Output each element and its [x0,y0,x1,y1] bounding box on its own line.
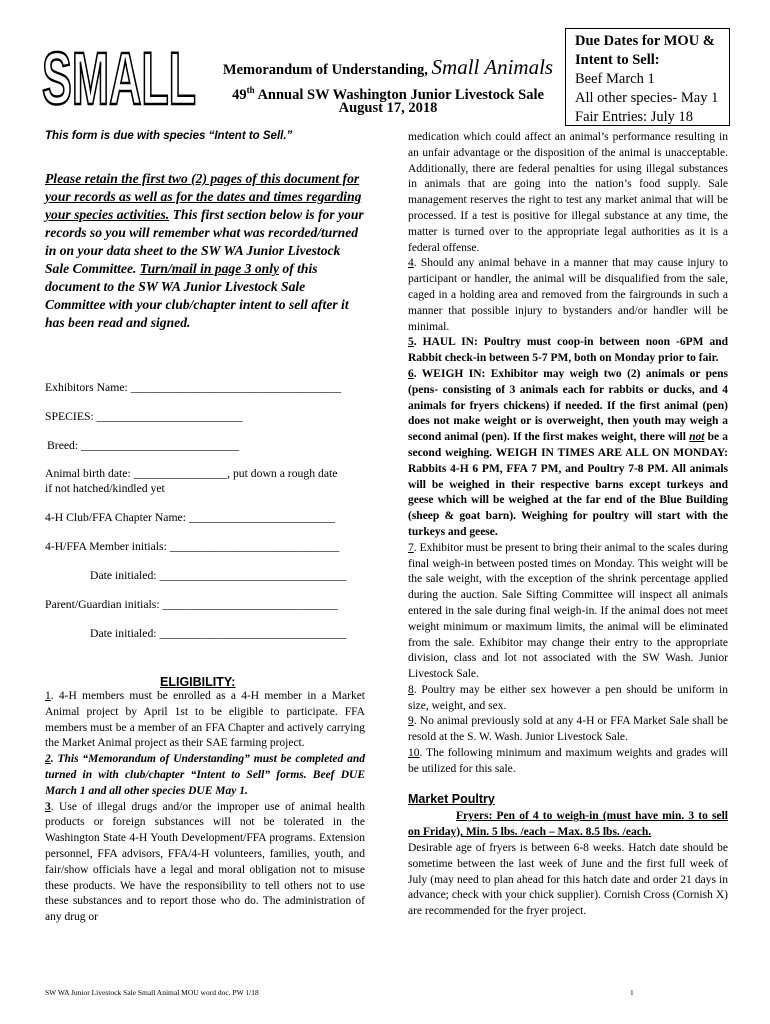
right-column [408,130,728,920]
intro-first-section: This first section below is for your records so you will remember what was recorded/turned in on your data sheet to the SW WA Junior Livestock Sale Committee. [45,207,364,276]
item-text: . 4-H members must be enrolled as a 4-H member in a Market Animal project by April 1st to be eligible to participate. FFA members must be a member of an FFA Chapter and actively carrying the Market Animal project as their SAE farming project. [45,690,365,750]
birth-date-field[interactable]: Animal birth date: ________________, put down a rough date [45,467,338,480]
due-box-title2: Intent to Sell: [575,52,660,68]
rule-item-5 [408,335,728,367]
due-dates-box [565,28,730,126]
item-emphasis: not [689,431,705,444]
fryers-heading: Fryers: Pen of 4 to weigh-in (must have min. 3 to sell on Friday), Min. 5 lbs. /each – Max. 8.5 lbs. /each. [408,810,728,839]
item-number: 8 [408,683,414,696]
subtitle-sup: th [246,85,255,95]
item-text: . HAUL IN: Poultry must coop-in between noon -6PM and Rabbit check-in between 5-7 PM, both on Monday prior to fair. [408,336,728,365]
rule-item-6 [408,367,728,541]
item-number: 1 [45,690,51,702]
item-number: 5 [408,336,414,349]
document-date: August 17, 2018 [338,100,438,116]
subtitle-rest: Annual SW Washington Junior Livestock Sale [257,86,544,103]
eligibility-heading: ELIGIBILITY: [160,675,236,689]
eligibility-item-3 [45,800,365,926]
item-text: . This “Memorandum of Understanding” must be completed and turned in with club/chapter “Intent to Sell” forms. Beef DUE March 1 and all other species DUE May 1. [45,753,365,797]
small-logo [40,44,200,108]
intro-turn-mail: Turn/mail in page 3 only [139,261,280,276]
eligibility-item-2 [45,752,365,799]
item-text: . The following minimum and maximum weights and grades will be utilized for this sale. [408,747,728,775]
market-poultry-heading: Market Poultry [408,791,495,806]
item-text: . Exhibitor must be present to bring their animal to the scales during final weigh-in between posted times on Monday. This weight will be the sale weight, with the exception of the shrink percentage applied during the auction. Sale Sifting Committee will inspect all animals entered in the sale during final weigh-in. If the animal does not meet weight minimum or maximum limits, the animal will be eliminated from the sale. Exhibitor may change their entry to the appropriate division, class and lot not associated with the SW Wash. Junior Livestock Sale. [408,541,728,681]
intro-underlined: Please retain the first two (2) pages of this document for your records as well as for the dates and times regarding your species activities. [45,171,362,222]
due-fair-entries: Fair Entries: July 18 [575,109,694,125]
due-beef: Beef March 1 [575,71,655,87]
item-number: 3 [45,800,51,813]
title-prefix: Memorandum of Understanding, [222,62,428,78]
document-title [203,55,573,79]
fryers-text: Desirable age of fryers is between 6-8 weeks. Hatch date should be sometime between the last week of June and the first full week of July (may need to plan ahead for this hatch date and order 21 days in advance; check with your chick supplier). Cornish Cross (Cornish X) are recommended for the fryer project. [408,842,728,918]
birth-date-note: if not hatched/kindled yet [45,482,165,495]
item-text: . Poultry may be either sex however a pen should be uniform in size, weight, and sex. [408,683,728,712]
logo-text: SMALL [42,44,196,108]
rule-item-7 [408,541,728,683]
intro-rest: of this document to the SW WA Junior Livestock Sale Committee with your club/chapter intent to sell after it has been read and signed. [45,261,349,330]
item-number: 2 [45,753,51,766]
rule-item-8 [408,683,728,715]
parent-initials-field[interactable]: Parent/Guardian initials: ______________________________ [45,598,338,611]
eligibility-item-1 [45,689,365,752]
exhibitors-name-field[interactable]: Exhibitors Name: ____________________________________ [45,381,342,394]
eligibility-items [45,689,365,926]
member-initials-field[interactable]: 4-H/FFA Member initials: _____________________________ [45,540,340,553]
date-initialed-field-2[interactable]: Date initialed: ________________________________ [90,627,347,640]
due-box-title: Due Dates for MOU & [575,33,715,49]
item-number: 10 [408,747,420,760]
item-text: . Should any animal behave in a manner that may cause injury to participant or handler, the animal will be disqualified from the sale, caged in a holding area and removed from the fairgrounds in such a manner that possible injury to bystanders and/or handler will be minimal. [408,257,728,333]
page-number: 1 [630,988,634,997]
item-number: 6 [408,367,414,380]
rule-item-9 [408,714,728,746]
footer-note: SW WA Junior Livestock Sale Small Animal MOU word doc. PW 1/18 [45,988,259,997]
item-text: be a second weighing. WEIGH IN TIMES ARE ALL ON MONDAY: Rabbits 4-H 6 PM, FFA 7 PM, and Poultry 7-8 PM. All animals will be weighed in their respective barns except turkeys and geese which will be weighed at the far end of the Blue Building (sheep & goat barn). Weighing for poultry will start with the turkeys and geese. [408,431,728,538]
item-text: . No animal previously sold at any 4-H or FFA Market Sale shall be resold at the S. W. Wash. Junior Livestock Sale. [408,715,728,744]
item-text: . Use of illegal drugs and/or the improper use of animal health products or foreign substances will not be tolerated in the Washington State 4-H Youth Development/FFA programs. Extension personnel, FFA advisors, FFA/4-H volunteers, families, youth, and fair/show officials have a legal and moral obligation not to misuse these products. We have the responsibility to tell others not to use these substances and to report those who do. The administration of any drug or [45,800,365,924]
item-number: 4 [408,257,414,270]
rule-item-10 [408,746,728,778]
item-text: . WEIGH IN: Exhibitor may weigh two (2) animals or pens (pens- consisting of 3 animals each for rabbits or ducks, and 4 animals for fryers chickens) if needed. If the first animal (pen) does not make weight or is overweight, then youth may weigh a second animal (pen). If the first makes weight, there will [408,367,728,444]
date-initialed-field-1[interactable]: Date initialed: ________________________________ [90,569,347,582]
item-number: 7 [408,541,414,554]
species-field[interactable]: SPECIES: _________________________ [45,410,243,423]
item-3-continued: medication which could affect an animal’s performance resulting in an unfair advantage or the disposition of the animal is unacceptable. Additionally, there are federal penalties for using illegal substances in animals that are going into the nation’s food supply. Sale management reserves the right to test any market animal that will be processed. If a test is positive for illegal substance at any time, the matter is turned over to the appropriate legal authorities as it is a federal offense. [408,131,728,254]
rule-item-4 [408,256,728,335]
due-other: All other species- May 1 [575,90,719,106]
breed-field[interactable]: Breed: ___________________________ [47,439,239,452]
title-italic: Small Animals [431,55,554,79]
chapter-name-field[interactable]: 4-H Club/FFA Chapter Name: _________________________ [45,511,336,524]
due-note: This form is due with species “Intent to Sell.” [45,130,293,142]
item-number: 9 [408,715,414,728]
subtitle-number: 49 [232,86,247,103]
intro-text [45,170,365,332]
